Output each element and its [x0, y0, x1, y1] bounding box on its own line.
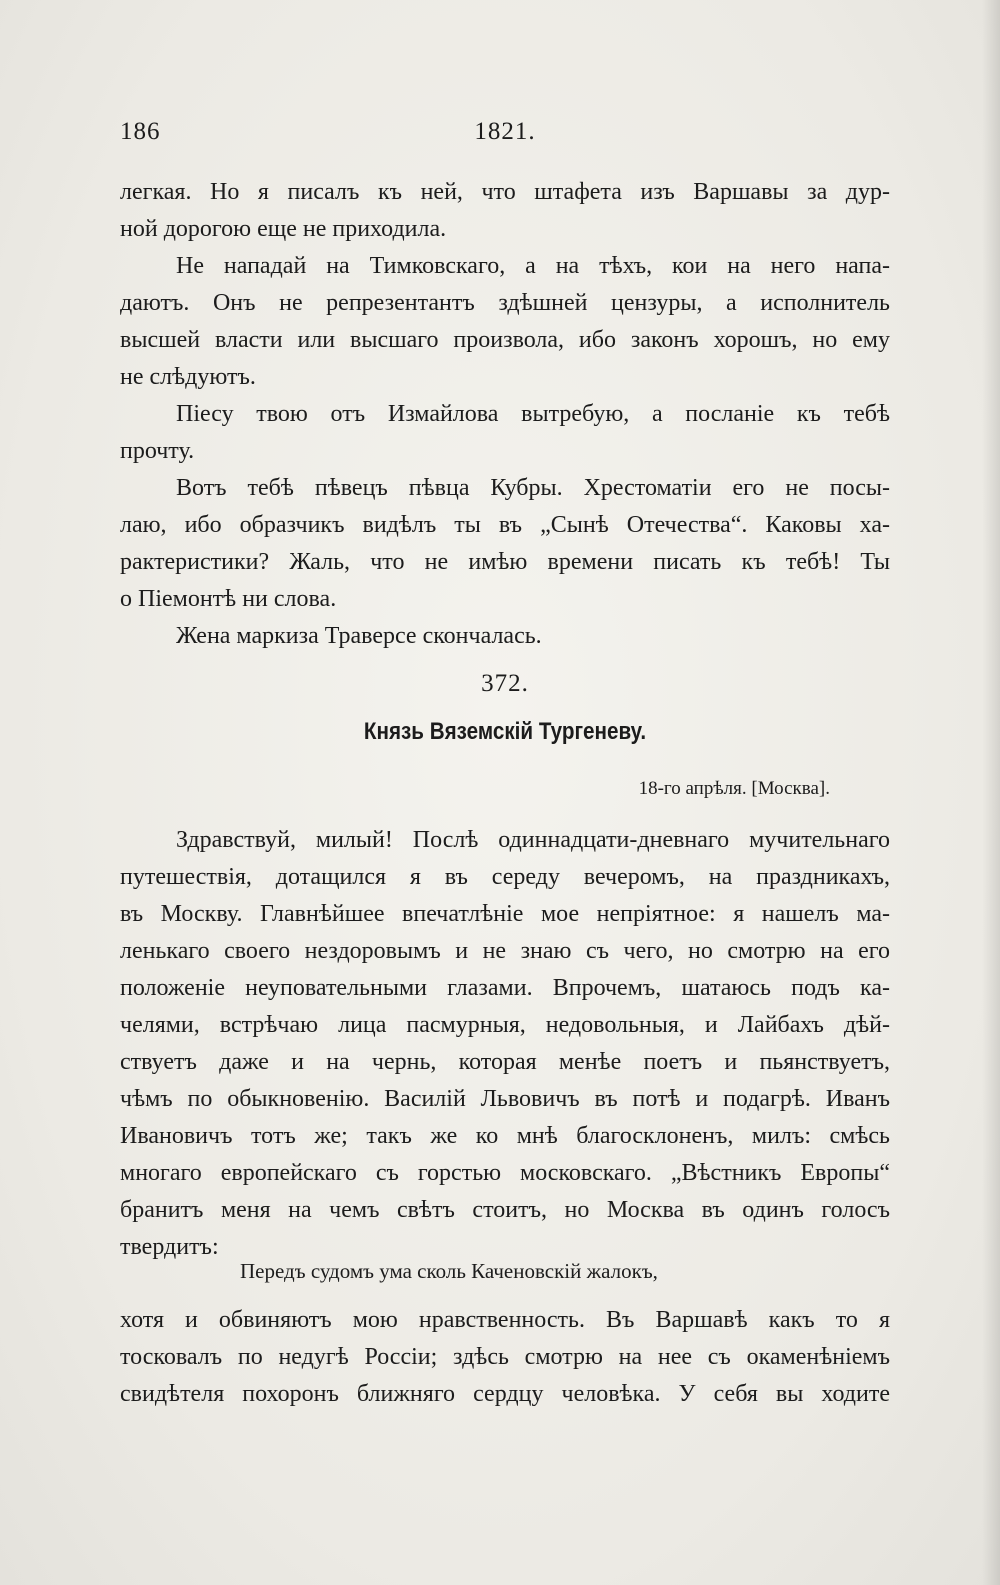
verse-quotation: Передъ судомъ ума сколь Каченовскій жалокъ, [240, 1259, 658, 1283]
letter-body-continued [120, 1302, 890, 1413]
text-line: положеніе неуповательными глазами. Впрочемъ, шатаюсь подъ ка- [120, 975, 890, 1001]
running-head [120, 118, 890, 152]
text-line: чѣмъ по обыкновенію. Василій Львовичъ въ потѣ и подагрѣ. Иванъ [120, 1086, 890, 1112]
text-line: свидѣтеля похоронъ ближняго сердцу человѣка. У себя вы ходите [120, 1381, 890, 1407]
previous-letter-text [120, 174, 890, 655]
text-line: многаго европейскаго съ горстью московскаго. „Вѣстникъ Европы“ [120, 1160, 890, 1186]
text-line: даютъ. Онъ не репрезентантъ здѣшней цензуры, а исполнитель [120, 290, 890, 316]
text-line: прочту. [120, 438, 195, 464]
text-line: челями, встрѣчаю лица пасмурныя, недовольныя, и Лайбахъ дѣй- [120, 1012, 890, 1038]
text-line: Ивановичъ тотъ же; такъ же ко мнѣ благосклоненъ, милъ: смѣсь [120, 1123, 890, 1149]
text-line: въ Москву. Главнѣйшее впечатлѣніе мое непріятное: я нашелъ ма- [120, 901, 890, 927]
letter-heading: Князь Вяземскій Тургеневу. [363, 718, 647, 745]
text-line: Жена маркиза Траверсе скончалась. [176, 623, 542, 649]
text-line: не слѣдуютъ. [120, 364, 256, 390]
text-line: Вотъ тебѣ пѣвецъ пѣвца Кубры. Хрестоматіи его не посы- [176, 475, 890, 501]
letter-number: 372. [481, 670, 529, 697]
text-line: ной дорогою еще не приходила. [120, 216, 447, 242]
text-line: лаю, ибо образчикъ видѣлъ ты въ „Сынѣ Отечества“. Каковы ха- [120, 512, 890, 538]
text-line: легкая. Но я писалъ къ ней, что штафета изъ Варшавы за дур- [120, 179, 890, 205]
page-number: 186 [120, 118, 161, 145]
text-line: ленькаго своего нездоровымъ и не знаю съ чего, но смотрю на его [120, 938, 890, 964]
text-line: Не нападай на Тимковскаго, а на тѣхъ, кои на него напа- [176, 253, 890, 279]
text-line: рактеристики? Жаль, что не имѣю времени писать къ тебѣ! Ты [120, 549, 890, 575]
running-head-year: 1821. [474, 118, 536, 145]
text-line: бранитъ меня на чемъ свѣтъ стоитъ, но Москва въ одинъ голосъ [120, 1197, 890, 1223]
letter-dateline: 18-го апрѣля. [Москва]. [638, 778, 830, 799]
letter-body [120, 822, 890, 1266]
page-gutter-shadow [982, 0, 1000, 1585]
text-line: высшей власти или высшаго произвола, ибо законъ хорошъ, но ему [120, 327, 890, 353]
text-line: путешествія, дотащился я въ середу вечеромъ, на праздникахъ, [120, 864, 890, 890]
text-line: твердитъ: [120, 1234, 219, 1260]
text-line: ствуетъ даже и на чернь, которая менѣе поетъ и пьянствуетъ, [120, 1049, 890, 1075]
text-line: Піесу твою отъ Измайлова вытребую, а посланіе къ тебѣ [176, 401, 890, 427]
text-line: о Піемонтѣ ни слова. [120, 586, 337, 612]
text-line: тосковалъ по недугѣ Россіи; здѣсь смотрю на нее съ окаменѣніемъ [120, 1344, 890, 1370]
text-line: Здравствуй, милый! Послѣ одиннадцати-дневнаго мучительнаго [176, 827, 890, 853]
text-line: хотя и обвиняютъ мою нравственность. Въ Варшавѣ какъ то я [120, 1307, 890, 1333]
